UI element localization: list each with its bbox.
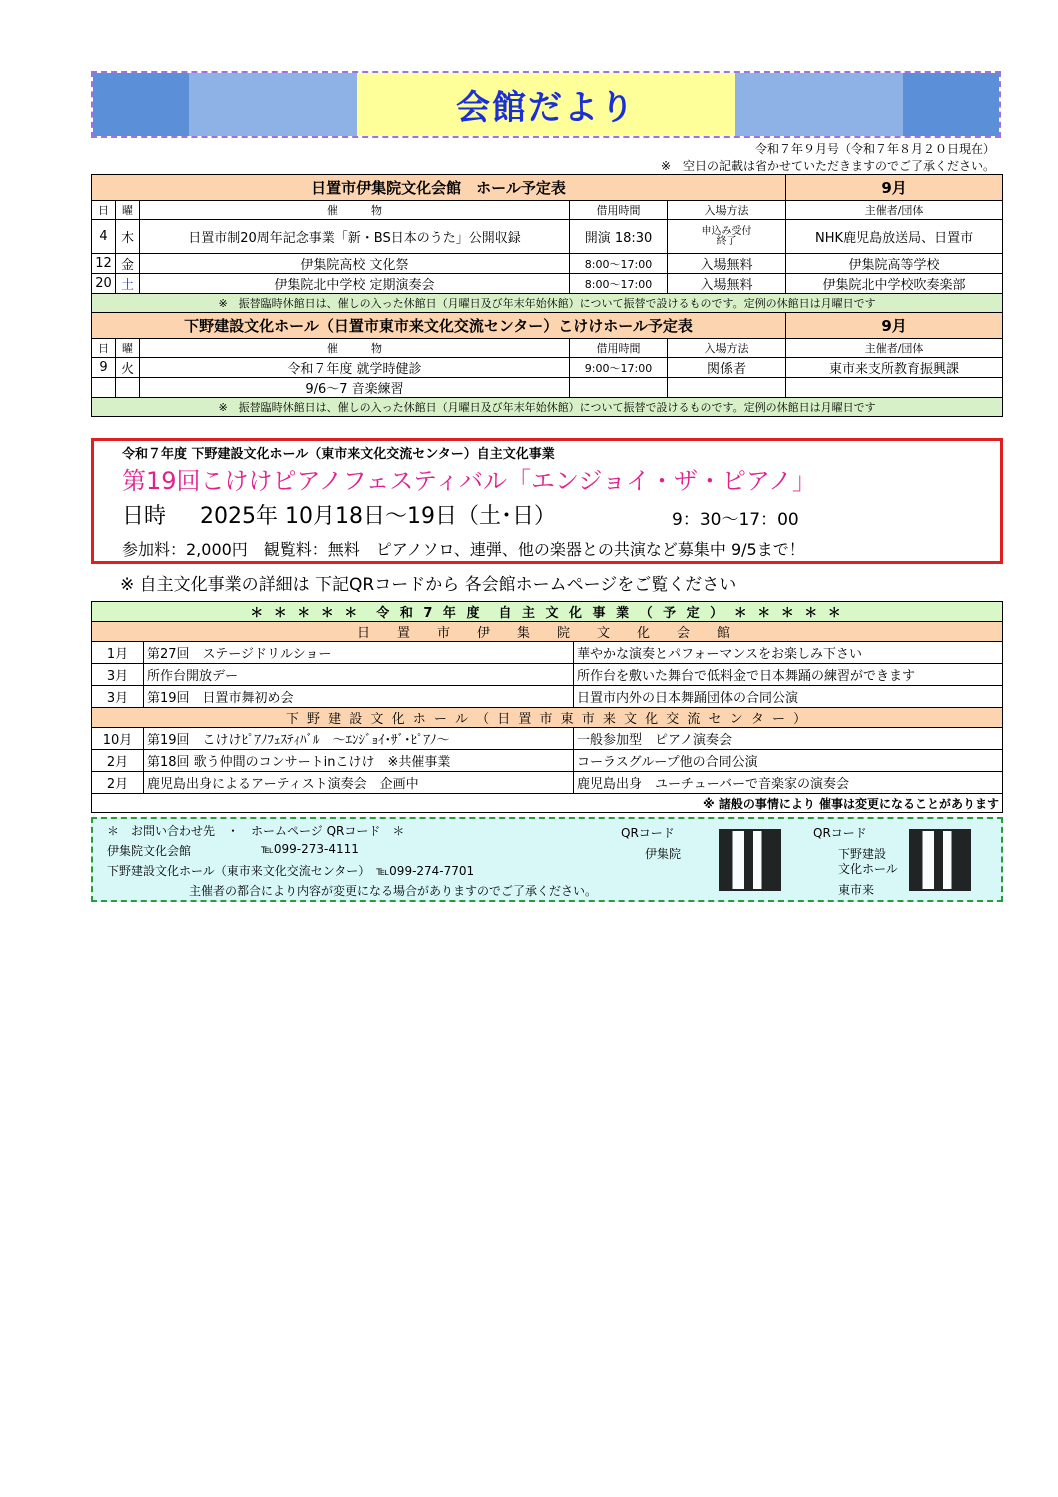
column-headers <box>92 339 1003 358</box>
feature-subtitle: 令和７年度 下野建設文化ホール（東市来文化交流センター）自主文化事業 <box>122 447 555 462</box>
cell-event: 第19回 日置市舞初め会 <box>144 686 574 708</box>
hall-title-text: 日置市伊集院文化会館 ホール予定表 <box>311 179 566 197</box>
col-weekday: 曜 <box>116 201 140 220</box>
hall-month: 9月 <box>786 175 1003 201</box>
cell-month: 3月 <box>92 664 144 686</box>
cell-entry: 関係者 <box>668 358 786 378</box>
table-row <box>92 686 1003 708</box>
program-title: ＊ ＊ ＊ ＊ ＊ 令 和 7 年 度 自 主 文 化 事 業 （ 予 定 ） ＊ ＊ ＊ ＊ ＊ <box>92 602 1003 622</box>
cell-entry <box>668 378 786 398</box>
cell-event: 令和７年度 就学時健診 <box>140 358 570 378</box>
col-day: 日 <box>92 201 116 220</box>
cell-event: 所作台開放デー <box>144 664 574 686</box>
hall-header <box>92 313 1003 339</box>
program-footnote: ※ 諸般の事情により 催事は変更になることがあります <box>92 794 1003 813</box>
cell-event: 伊集院北中学校 定期演奏会 <box>140 274 570 294</box>
table-row <box>92 358 1003 378</box>
feature-date <box>122 499 556 530</box>
table-row <box>92 220 1003 254</box>
cell-description: 一般参加型 ピアノ演奏会 <box>574 728 1003 750</box>
banner-block <box>903 73 999 136</box>
cell-entry: 入場無料 <box>668 274 786 294</box>
hall2-name: 下 野 建 設 文 化 ホ ー ル （ 日 置 市 東 市 来 文 化 交 流 セ ン タ ー ） <box>92 708 1003 728</box>
cell-event: 伊集院高校 文化祭 <box>140 254 570 274</box>
closure-note-text: ※ 振替臨時休館日は、催しの入った休館日（月曜日及び年末年始休館）について振替で設けるものです。定例の休館日は月曜日です <box>92 398 1003 417</box>
col-entry: 入場方法 <box>668 201 786 220</box>
table-row <box>92 378 1003 398</box>
program-table <box>91 601 1003 813</box>
header-banner <box>91 71 1001 138</box>
cell-weekday: 火 <box>116 358 140 378</box>
feature-details: 参加料：2,000円 観覧料：無料 ピアノソロ、連弾、他の楽器との共演など募集中 9/5まで！ <box>122 540 805 559</box>
cell-entry: 申込み受付 終了 <box>668 220 786 254</box>
schedule-table <box>91 174 1003 417</box>
cell-event: 9/6～7 音楽練習 <box>140 378 570 398</box>
program-title-row <box>92 602 1003 622</box>
contact-line-2: 下野建設文化ホール（東市来文化交流センター） ℡099-274-7701 <box>107 864 475 878</box>
feature-box <box>91 438 1003 564</box>
cell-weekday: 金 <box>116 254 140 274</box>
closure-note <box>92 398 1003 417</box>
issue-line: 令和７年９月号（令和７年８月２０日現在） <box>754 142 995 156</box>
contact-name-1: 伊集院文化会館 <box>107 844 192 858</box>
col-time: 借用時間 <box>570 339 668 358</box>
qr1-label: QRコード <box>621 826 675 840</box>
cell-weekday: 木 <box>116 220 140 254</box>
cell-time: 8:00～17:00 <box>570 274 668 294</box>
cell-event: 鹿児島出身によるアーティスト演奏会 企画中 <box>144 772 574 794</box>
col-event: 催 物 <box>140 201 570 220</box>
cell-weekday: 土 <box>116 274 140 294</box>
cell-day: 4 <box>92 220 116 254</box>
qr-code-icon[interactable] <box>909 829 971 891</box>
cell-description: 所作台を敷いた舞台で低料金で日本舞踊の練習ができます <box>574 664 1003 686</box>
qr2-name-2: 文化ホール <box>838 862 898 876</box>
cell-time: 開演 18:30 <box>570 220 668 254</box>
banner-block <box>735 73 903 136</box>
hall-subheader <box>92 708 1003 728</box>
cell-month: 2月 <box>92 772 144 794</box>
contact-box <box>91 817 1003 902</box>
qr2-name-1: 下野建設 <box>838 847 887 861</box>
contact-tel-1: ℡099-273-4111 <box>261 842 359 856</box>
footnote-row <box>92 794 1003 813</box>
col-event: 催 物 <box>140 339 570 358</box>
cell-organizer <box>786 378 1003 398</box>
cell-entry: 入場無料 <box>668 254 786 274</box>
table-row <box>92 664 1003 686</box>
date-value: 2025年 10月18日～19日（土･日） <box>200 504 556 529</box>
cell-description: 華やかな演奏とパフォーマンスをお楽しみ下さい <box>574 642 1003 664</box>
hall1-name: 日 置 市 伊 集 院 文 化 会 館 <box>92 622 1003 642</box>
col-time: 借用時間 <box>570 201 668 220</box>
closure-note <box>92 294 1003 313</box>
closure-note-text: ※ 振替臨時休館日は、催しの入った休館日（月曜日及び年末年始休館）について振替で設けるものです。定例の休館日は月曜日です <box>92 294 1003 313</box>
col-entry: 入場方法 <box>668 339 786 358</box>
qr2-label: QRコード <box>813 826 867 840</box>
qr-note: ※ 自主文化事業の詳細は 下記QRコードから 各会館ホームページをご覧ください <box>120 575 737 595</box>
column-headers <box>92 201 1003 220</box>
table-row <box>92 254 1003 274</box>
cell-organizer: 伊集院高等学校 <box>786 254 1003 274</box>
cell-event: 第19回 こけけﾋﾟｱﾉﾌｪｽﾃｨﾊﾞﾙ ～ｴﾝｼﾞｮｲ･ｻﾞ･ﾋﾟｱﾉ～ <box>144 728 574 750</box>
banner-block <box>93 73 189 136</box>
col-day: 日 <box>92 339 116 358</box>
hall-subheader <box>92 622 1003 642</box>
feature-time: 9：30～17：00 <box>672 510 799 530</box>
table-row <box>92 274 1003 294</box>
contact-disclaimer: 主催者の都合により内容が変更になる場合がありますのでご了承ください。 <box>189 884 598 898</box>
cell-month: 3月 <box>92 686 144 708</box>
cell-day <box>92 378 116 398</box>
hall-header <box>92 175 1003 201</box>
col-organizer: 主催者/団体 <box>786 339 1003 358</box>
cell-description: コーラスグループ他の合同公演 <box>574 750 1003 772</box>
cell-month: 2月 <box>92 750 144 772</box>
qr2-name-3: 東市来 <box>838 883 875 897</box>
feature-title: 第19回こけけピアノフェスティバル「エンジョイ・ザ・ピアノ」 <box>122 467 817 495</box>
banner-block <box>189 73 357 136</box>
cell-organizer: 東市来支所教育振興課 <box>786 358 1003 378</box>
cell-description: 鹿児島出身 ユーチューバーで音楽家の演奏会 <box>574 772 1003 794</box>
hall-title <box>92 175 786 201</box>
cell-organizer: NHK鹿児島放送局、日置市 <box>786 220 1003 254</box>
cell-event: 第18回 歌う仲間のコンサートinこけけ ※共催事業 <box>144 750 574 772</box>
cell-time <box>570 378 668 398</box>
page-title: 会館だより <box>357 73 735 136</box>
cell-description: 日置市内外の日本舞踊団体の合同公演 <box>574 686 1003 708</box>
cell-day: 12 <box>92 254 116 274</box>
notice-line: ※ 空日の記載は省かせていただきますのでご了承ください。 <box>660 159 995 173</box>
cell-day: 9 <box>92 358 116 378</box>
cell-organizer: 伊集院北中学校吹奏楽部 <box>786 274 1003 294</box>
cell-event: 日置市制20周年記念事業「新・BS日本のうた」公開収録 <box>140 220 570 254</box>
col-weekday: 曜 <box>116 339 140 358</box>
cell-month: 1月 <box>92 642 144 664</box>
hall-title-text: 下野建設文化ホール（日置市東市来文化交流センター）こけけホール予定表 <box>184 317 693 335</box>
cell-time: 8:00～17:00 <box>570 254 668 274</box>
qr1-name: 伊集院 <box>645 847 682 861</box>
cell-weekday <box>116 378 140 398</box>
hall-title <box>92 313 786 339</box>
table-row <box>92 772 1003 794</box>
cell-time: 9:00～17:00 <box>570 358 668 378</box>
table-row <box>92 750 1003 772</box>
cell-event: 第27回 ステージドリルショー <box>144 642 574 664</box>
cell-day: 20 <box>92 274 116 294</box>
contact-heading: ＊ お問い合わせ先 ・ ホームページ QRコード ＊ <box>107 824 405 838</box>
table-row <box>92 642 1003 664</box>
table-row <box>92 728 1003 750</box>
date-label: 日時 <box>122 504 167 529</box>
hall-month: 9月 <box>786 313 1003 339</box>
col-organizer: 主催者/団体 <box>786 201 1003 220</box>
cell-month: 10月 <box>92 728 144 750</box>
qr-code-icon[interactable] <box>719 829 781 891</box>
